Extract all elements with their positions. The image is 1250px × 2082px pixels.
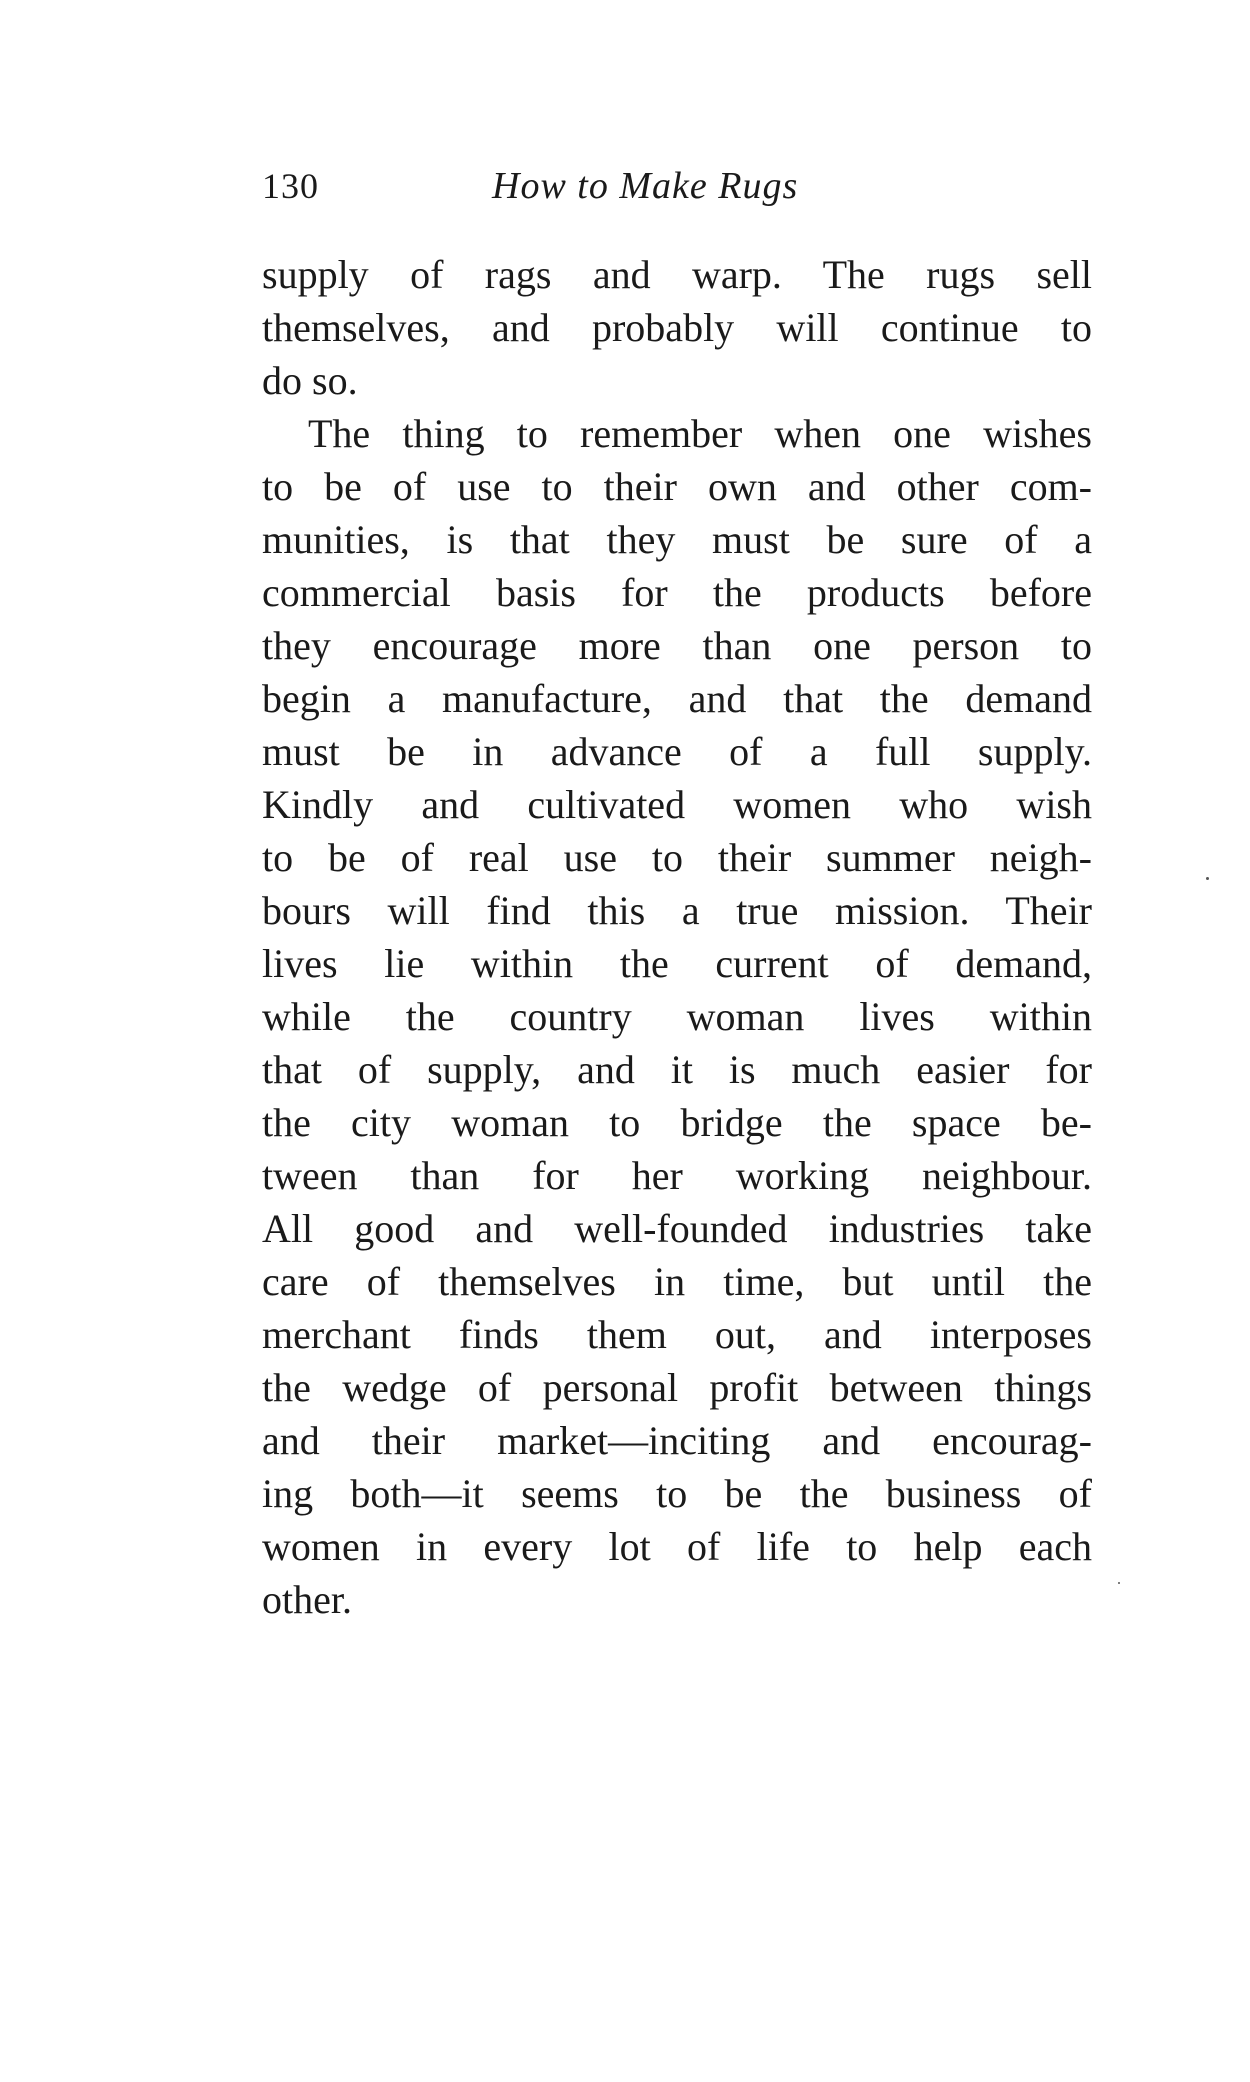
text-line: the wedge of personal profit between things [262,1365,1092,1410]
text-line: merchant finds them out, and interposes [262,1312,1092,1357]
text-line: they encourage more than one person to [262,623,1092,668]
text-line: care of themselves in time, but until the [262,1259,1092,1304]
text-line: All good and well-founded industries take [262,1206,1092,1251]
text-line: ing both—it seems to be the business of [262,1471,1092,1516]
text-line: Kindly and cultivated women who wish [262,782,1092,827]
scan-speck [1118,1582,1120,1584]
page-number: 130 [262,166,319,206]
text-line: must be in advance of a full supply. [262,729,1092,774]
running-title: How to Make Rugs [492,165,799,207]
text-line: supply of rags and warp. The rugs sell [262,252,1092,297]
text-line: and their market—inciting and encourag- [262,1418,1092,1463]
text-line: to be of use to their own and other com- [262,464,1092,509]
scan-speck [1206,877,1209,880]
text-line: commercial basis for the products before [262,570,1092,615]
text-line: tween than for her working neighbour. [262,1153,1092,1198]
text-line: that of supply, and it is much easier for [262,1047,1092,1092]
text-line: bours will find this a true mission. Their [262,888,1092,933]
text-line: do so. [262,358,358,403]
text-line: to be of real use to their summer neigh- [262,835,1092,880]
text-line: themselves, and probably will continue to [262,305,1092,350]
running-head [262,160,1092,212]
text-line: while the country woman lives within [262,994,1092,1039]
body-text [262,248,1092,1626]
text-line: begin a manufacture, and that the demand [262,676,1092,721]
text-line: munities, is that they must be sure of a [262,517,1092,562]
text-line: The thing to remember when one wishes [308,411,1092,456]
text-line: other. [262,1577,352,1622]
paragraph-2 [262,407,1092,1626]
paragraph-1 [262,248,1092,407]
text-line: women in every lot of life to help each [262,1524,1092,1569]
text-line: lives lie within the current of demand, [262,941,1092,986]
text-line: the city woman to bridge the space be- [262,1100,1092,1145]
